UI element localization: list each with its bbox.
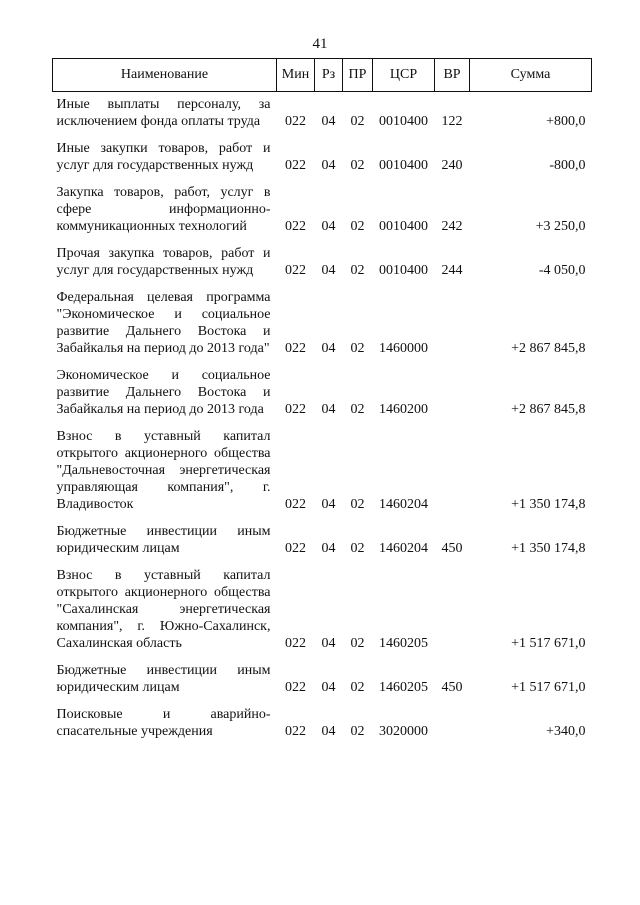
row-sum: +1 350 174,8 (511, 497, 586, 512)
row-sum: +2 867 845,8 (511, 341, 586, 356)
header-pr: ПР (343, 59, 373, 92)
row-rz: 04 (321, 158, 336, 173)
row-vr: 244 (441, 263, 463, 278)
header-csr: ЦСР (373, 59, 435, 92)
table-row (53, 367, 592, 428)
row-csr: 1460200 (379, 402, 428, 417)
row-pr: 02 (350, 724, 365, 739)
row-csr: 1460205 (379, 636, 428, 651)
row-rz: 04 (321, 263, 336, 278)
row-csr: 1460000 (379, 341, 428, 356)
row-csr: 3020000 (379, 724, 428, 739)
row-sum: +2 867 845,8 (511, 402, 586, 417)
row-csr: 0010400 (379, 114, 428, 129)
table-row (53, 662, 592, 706)
row-pr: 02 (350, 341, 365, 356)
row-min: 022 (285, 158, 306, 173)
row-rz: 04 (321, 541, 336, 556)
row-vr (435, 428, 470, 523)
row-min: 022 (285, 402, 306, 417)
row-vr (435, 367, 470, 428)
row-vr: 450 (441, 680, 463, 695)
header-name: Наименование (53, 59, 277, 92)
row-min: 022 (285, 636, 306, 651)
row-pr: 02 (350, 219, 365, 234)
row-vr: 122 (441, 114, 463, 129)
row-sum: +3 250,0 (535, 219, 586, 234)
row-csr: 1460205 (379, 680, 428, 695)
header-min: Мин (277, 59, 315, 92)
table-row (53, 140, 592, 184)
row-sum: +1 517 671,0 (511, 680, 586, 695)
row-name: Бюджетные инвестиции иным юридическим лицам (56, 524, 271, 556)
row-rz: 04 (321, 636, 336, 651)
row-name: Иные закупки товаров, работ и услуг для государственных нужд (56, 141, 271, 173)
table-row (53, 567, 592, 662)
row-name: Прочая закупка товаров, работ и услуг для государственных нужд (56, 246, 271, 278)
row-min: 022 (285, 263, 306, 278)
row-name: Поисковые и аварийно-спасательные учреждения (56, 707, 271, 739)
row-vr (435, 289, 470, 367)
row-pr: 02 (350, 541, 365, 556)
table-row (53, 245, 592, 289)
row-min: 022 (285, 680, 306, 695)
row-vr: 450 (441, 541, 463, 556)
row-vr (435, 706, 470, 750)
header-sum: Сумма (470, 59, 592, 92)
row-name: Иные выплаты персоналу, за исключением фонда оплаты труда (56, 97, 271, 129)
row-rz: 04 (321, 402, 336, 417)
row-rz: 04 (321, 219, 336, 234)
row-rz: 04 (321, 724, 336, 739)
budget-table (52, 58, 592, 750)
row-min: 022 (285, 341, 306, 356)
row-pr: 02 (350, 263, 365, 278)
row-pr: 02 (350, 402, 365, 417)
row-sum: +1 350 174,8 (511, 541, 586, 556)
table-row (53, 706, 592, 750)
row-min: 022 (285, 114, 306, 129)
row-csr: 0010400 (379, 158, 428, 173)
row-pr: 02 (350, 636, 365, 651)
row-name: Взнос в уставный капитал открытого акционерного общества "Сахалинская энергетическая компания", г. Южно-Сахалинск, Сахалинская область (56, 568, 271, 651)
row-vr: 240 (441, 158, 463, 173)
table-row (53, 289, 592, 367)
row-csr: 1460204 (379, 497, 428, 512)
row-rz: 04 (321, 114, 336, 129)
row-min: 022 (285, 497, 306, 512)
row-sum: -4 050,0 (538, 263, 586, 278)
row-min: 022 (285, 724, 306, 739)
row-csr: 0010400 (379, 219, 428, 234)
row-sum: +800,0 (546, 114, 586, 129)
header-rz: Рз (315, 59, 343, 92)
row-pr: 02 (350, 497, 365, 512)
row-min: 022 (285, 219, 306, 234)
row-name: Бюджетные инвестиции иным юридическим лицам (56, 663, 271, 695)
row-rz: 04 (321, 497, 336, 512)
table-row (53, 92, 592, 141)
row-sum: -800,0 (549, 158, 586, 173)
row-rz: 04 (321, 341, 336, 356)
table-row (53, 523, 592, 567)
row-rz: 04 (321, 680, 336, 695)
row-csr: 1460204 (379, 541, 428, 556)
row-pr: 02 (350, 680, 365, 695)
header-vr: ВР (435, 59, 470, 92)
table-header-row (53, 59, 592, 92)
row-sum: +340,0 (546, 724, 586, 739)
row-vr (435, 567, 470, 662)
row-name: Федеральная целевая программа "Экономическое и социальное развитие Дальнего Востока и Забайкалья на период до 2013 года" (56, 290, 271, 356)
row-csr: 0010400 (379, 263, 428, 278)
row-name: Закупка товаров, работ, услуг в сфере информационно-коммуникационных технологий (56, 185, 271, 234)
row-name: Взнос в уставный капитал открытого акционерного общества "Дальневосточная энергетическая управляющая компания", г. Владивосток (56, 429, 271, 512)
row-sum: +1 517 671,0 (511, 636, 586, 651)
row-pr: 02 (350, 114, 365, 129)
row-min: 022 (285, 541, 306, 556)
page-number: 41 (312, 36, 328, 52)
table-row (53, 428, 592, 523)
row-name: Экономическое и социальное развитие Дальнего Востока и Забайкалья на период до 2013 года (56, 368, 271, 417)
row-pr: 02 (350, 158, 365, 173)
row-vr: 242 (441, 219, 463, 234)
table-row (53, 184, 592, 245)
